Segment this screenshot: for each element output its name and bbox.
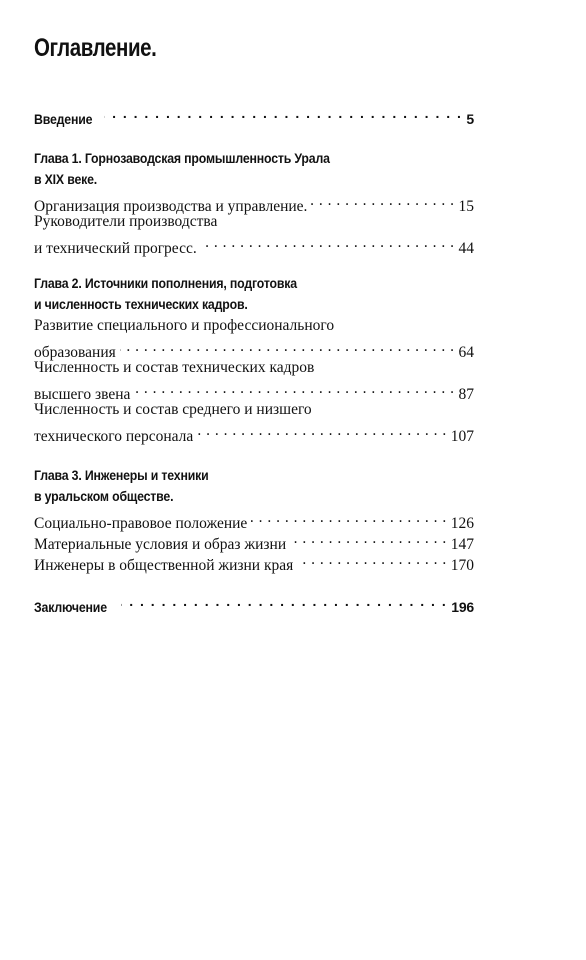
toc-entry-label: Заключение <box>34 599 107 615</box>
toc-entry[interactable] <box>34 378 474 403</box>
toc-entry-label: Численность и состав технических кадров <box>34 359 315 376</box>
dot-leader <box>251 507 446 528</box>
chapter-heading: в уральском обществе. <box>34 488 174 504</box>
dot-leader <box>120 336 455 357</box>
toc-entry[interactable] <box>34 420 474 445</box>
dot-leader <box>121 591 447 612</box>
dot-leader <box>201 232 455 253</box>
toc-entry-label: Материальные условия и образ жизни <box>34 536 287 553</box>
toc-conclusion[interactable] <box>34 591 474 615</box>
page-number: 15 <box>458 198 474 215</box>
dot-leader <box>311 190 454 211</box>
page-number: 170 <box>450 557 474 574</box>
page-number: 147 <box>450 536 474 553</box>
page-number: 107 <box>450 428 474 445</box>
toc-introduction[interactable] <box>34 103 474 127</box>
toc-chapter-1 <box>34 148 474 257</box>
toc-entry-label: Руководители производства <box>34 213 218 230</box>
toc-entry[interactable] <box>34 336 474 361</box>
toc-entry-label: Численность и состав среднего и низшего <box>34 401 312 418</box>
toc-entry-label: Организация производства и управление. <box>34 198 308 215</box>
page-number: 87 <box>458 386 474 403</box>
toc-entry[interactable] <box>34 232 474 257</box>
page-number: 196 <box>451 599 474 615</box>
toc-entry-label: Развитие специального и профессионального <box>34 317 335 334</box>
page-number: 126 <box>450 515 474 532</box>
page-number: 5 <box>466 111 474 127</box>
toc-entry-label: Инженеры в общественной жизни края <box>34 557 294 574</box>
toc-entry[interactable] <box>34 399 474 420</box>
chapter-heading: и численность технических кадров. <box>34 296 248 312</box>
page-number: 44 <box>458 240 474 257</box>
chapter-heading: Глава 2. Источники пополнения, подготовка <box>34 275 297 291</box>
toc-entry[interactable] <box>34 315 474 336</box>
dot-leader <box>197 420 446 441</box>
dot-leader <box>297 549 446 570</box>
chapter-heading: Глава 3. Инженеры и техники <box>34 467 209 483</box>
toc-chapter-3 <box>34 465 474 574</box>
chapter-heading: Глава 1. Горнозаводская промышленность Урала <box>34 150 330 166</box>
toc-entry[interactable] <box>34 357 474 378</box>
dot-leader <box>134 378 454 399</box>
toc-chapter-2 <box>34 273 474 445</box>
toc-entry-label: Введение <box>34 111 93 127</box>
page-number: 64 <box>458 344 474 361</box>
dot-leader <box>104 103 462 124</box>
toc-entry-label: образования <box>34 344 116 361</box>
toc-entry-label: Социально-правовое положение <box>34 515 248 532</box>
toc-entry[interactable] <box>34 507 474 532</box>
toc-entry-label: высшего звена <box>34 386 131 403</box>
dot-leader <box>290 528 447 549</box>
chapter-heading: в XIX веке. <box>34 171 98 187</box>
toc-entry-label: технического персонала <box>34 428 194 445</box>
toc-entry-label: и технический прогресс. <box>34 240 197 257</box>
toc-entry[interactable] <box>34 190 474 215</box>
page-title: Оглавление. <box>34 34 157 62</box>
